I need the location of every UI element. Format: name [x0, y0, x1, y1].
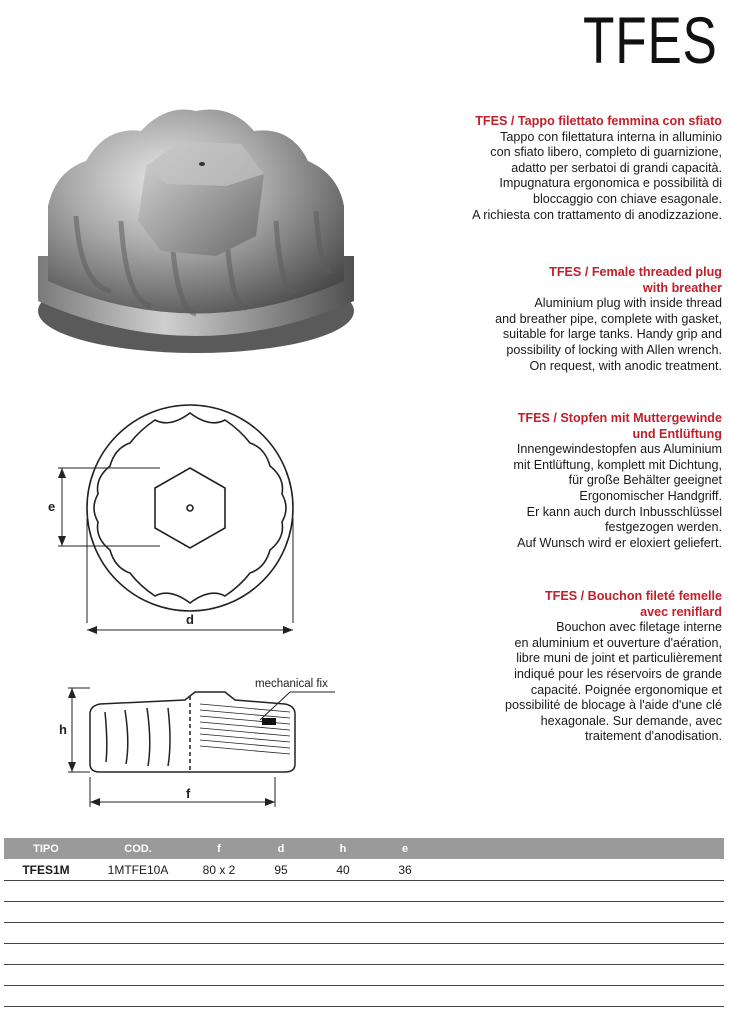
dim-f-label: f — [186, 786, 191, 801]
description-heading — [432, 114, 722, 130]
description-en — [432, 265, 722, 374]
description-line: traitement d'anodisation. — [585, 729, 722, 744]
product-photo — [26, 86, 366, 362]
product-code: TFES — [549, 265, 582, 279]
description-heading — [432, 589, 722, 605]
header-e: e — [401, 842, 409, 855]
cell-tipo: TFES1M — [22, 862, 70, 877]
description-line: Ergonomischer Handgriff. — [579, 488, 722, 503]
description-line: indiqué pour les réservoirs de grande — [514, 666, 722, 681]
description-heading-2: und Entlüftung — [632, 426, 722, 441]
page-title: TFES — [583, 3, 718, 77]
description-heading — [432, 265, 722, 281]
table-header — [4, 838, 724, 859]
cell-cod: 1MTFE10A — [107, 862, 169, 877]
heading-text: / Tappo filettato femmina con sfiato — [507, 114, 722, 128]
description-line: hexagonale. Sur demande, avec — [540, 713, 722, 728]
mechanical-fix-label: mechanical fix — [255, 678, 328, 690]
description-line: On request, with anodic treatment. — [529, 358, 722, 373]
heading-text: / Bouchon fileté femelle — [577, 589, 722, 603]
header-d: d — [277, 842, 285, 855]
header-h: h — [339, 842, 347, 855]
empty-row — [4, 965, 724, 986]
top-view-drawing — [40, 398, 310, 643]
description-line: adatto per serbatoi di grandi capacità. — [511, 160, 722, 175]
description-line: A richiesta con trattamento di anodizzazione. — [472, 207, 722, 222]
empty-row — [4, 986, 724, 1007]
product-code: TFES — [517, 411, 550, 425]
description-line: Innengewindestopfen aus Aluminium — [516, 442, 722, 457]
description-line: possibilité de blocage à l'aide d'une clé — [505, 698, 722, 713]
cell-f: 80 x 2 — [202, 862, 236, 877]
table-row — [4, 859, 724, 881]
description-heading-2: with breather — [642, 280, 722, 295]
header-cod: COD. — [124, 842, 152, 855]
product-code: TFES — [544, 589, 578, 603]
product-code: TFES — [475, 114, 508, 128]
description-line: Impugnatura ergonomica e possibilità di — [499, 176, 722, 191]
dim-h-label: h — [59, 722, 67, 737]
empty-row — [4, 923, 724, 944]
description-line: Er kann auch durch Inbusschlüssel — [526, 504, 722, 519]
description-line: en aluminium et ouverture d'aération, — [514, 635, 722, 650]
description-line: Tappo con filettatura interna in alluminio — [500, 129, 722, 144]
description-line: suitable for large tanks. Handy grip and — [502, 327, 722, 342]
cell-d: 95 — [274, 862, 288, 877]
description-it — [432, 114, 722, 223]
heading-text: / Stopfen mit Muttergewinde — [549, 411, 722, 425]
spec-table — [4, 838, 724, 1007]
empty-row — [4, 902, 724, 923]
description-line: festgezogen werden. — [605, 520, 722, 535]
empty-row — [4, 944, 724, 965]
header-tipo: TIPO — [33, 842, 59, 855]
description-line: für große Behälter geeignet — [568, 473, 722, 488]
description-heading-2: avec reniflard — [640, 604, 722, 619]
empty-row — [4, 881, 724, 902]
description-heading — [432, 411, 722, 427]
dim-e-label: e — [48, 499, 56, 514]
description-line: capacité. Poignée ergonomique et — [530, 682, 722, 697]
description-line: Auf Wunsch wird er eloxiert geliefert. — [517, 535, 722, 550]
dim-d-label: d — [186, 612, 194, 627]
header-f: f — [217, 842, 221, 855]
description-line: possibility of locking with Allen wrench. — [506, 342, 722, 357]
heading-text: / Female threaded plug — [581, 265, 722, 279]
description-line: Aluminium plug with inside thread — [534, 296, 722, 311]
description-line: bloccaggio con chiave esagonale. — [532, 191, 722, 206]
description-line: con sfiato libero, completo di guarnizione, — [490, 145, 722, 160]
cell-h: 40 — [336, 862, 350, 877]
description-line: and breather pipe, complete with gasket, — [495, 311, 722, 326]
description-fr — [432, 589, 722, 745]
description-de — [432, 411, 722, 551]
description-line: Bouchon avec filetage interne — [556, 620, 722, 635]
description-line: mit Entlüftung, komplett mit Dichtung, — [513, 457, 722, 472]
cell-e: 36 — [398, 862, 412, 877]
description-line: libre muni de joint et particulièrement — [516, 651, 722, 666]
side-view-drawing — [50, 672, 350, 812]
